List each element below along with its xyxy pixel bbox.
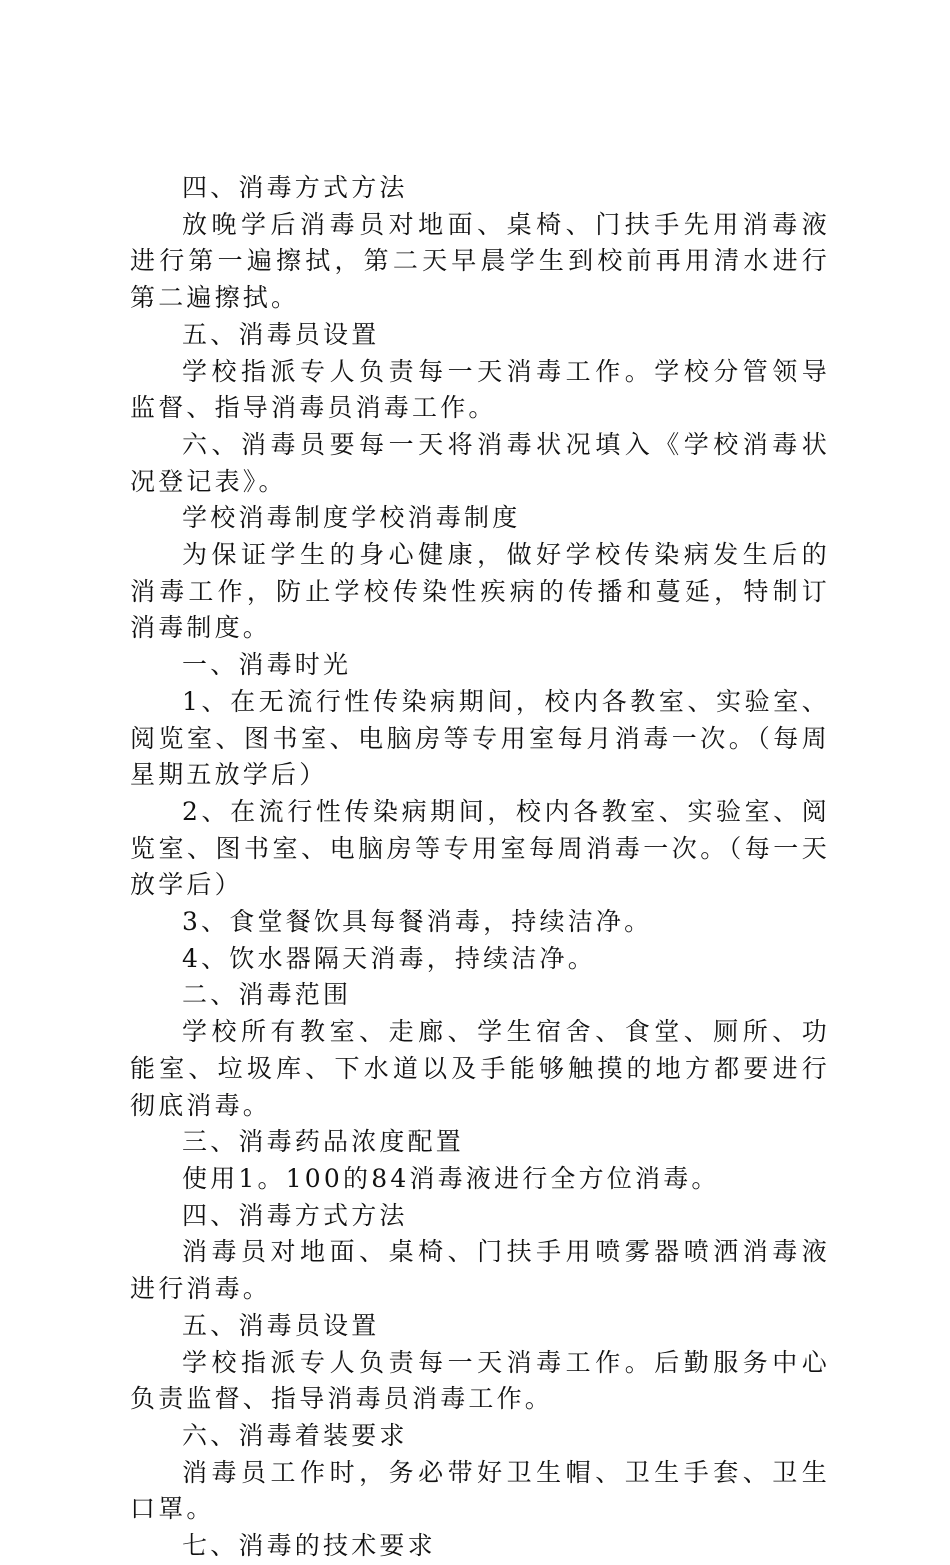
list-item: 1、在无流行性传染病期间，校内各教室、实验室、阅览室、图书室、电脑房等专用室每月消毒一次。（每周星期五放学后）	[130, 686, 830, 790]
section-heading: 四、消毒方式方法	[182, 173, 408, 202]
section-heading: 六、消毒着装要求	[182, 1420, 408, 1450]
paragraph: 消毒员对地面、桌椅、门扶手用喷雾器喷洒消毒液进行消毒。	[130, 1237, 830, 1304]
list-item: 4、饮水器隔天消毒，持续洁净。	[182, 943, 596, 973]
document-body	[130, 170, 830, 1565]
section-heading: 四、消毒方式方法	[182, 1200, 408, 1230]
document-title: 学校消毒制度学校消毒制度	[182, 503, 521, 533]
paragraph: 学校所有教室、走廊、学生宿舍、食堂、厕所、功能室、垃圾库、下水道以及手能够触摸的地方都要进行彻底消毒。	[130, 1017, 830, 1120]
list-item: 3、食堂餐饮具每餐消毒，持续洁净。	[182, 907, 653, 937]
section-heading: 七、消毒的技术要求	[182, 1531, 436, 1561]
paragraph: 学校指派专人负责每一天消毒工作。学校分管领导监督、指导消毒员消毒工作。	[130, 356, 830, 423]
paragraph: 为保证学生的身心健康，做好学校传染病发生后的消毒工作，防止学校传染性疾病的传播和蔓延，特制订消毒制度。	[130, 540, 830, 643]
section-heading: 五、消毒员设置	[182, 1310, 380, 1340]
paragraph: 六、消毒员要每一天将消毒状况填入《学校消毒状况登记表》。	[130, 429, 830, 496]
paragraph: 使用1。100的84消毒液进行全方位消毒。	[182, 1163, 720, 1193]
paragraph: 学校指派专人负责每一天消毒工作。后勤服务中心负责监督、指导消毒员消毒工作。	[130, 1347, 830, 1414]
section-heading: 一、消毒时光	[182, 650, 352, 680]
paragraph: 放晚学后消毒员对地面、桌椅、门扶手先用消毒液进行第一遍擦拭，第二天早晨学生到校前再用清水进行第二遍擦拭。	[130, 209, 830, 313]
list-item: 2、在流行性传染病期间，校内各教室、实验室、阅览室、图书室、电脑房等专用室每周消毒一次。（每一天放学后）	[130, 796, 830, 900]
section-heading: 二、消毒范围	[182, 980, 352, 1010]
paragraph: 消毒员工作时，务必带好卫生帽、卫生手套、卫生口罩。	[130, 1457, 830, 1524]
section-heading: 三、消毒药品浓度配置	[182, 1127, 465, 1157]
section-heading: 五、消毒员设置	[182, 319, 380, 349]
